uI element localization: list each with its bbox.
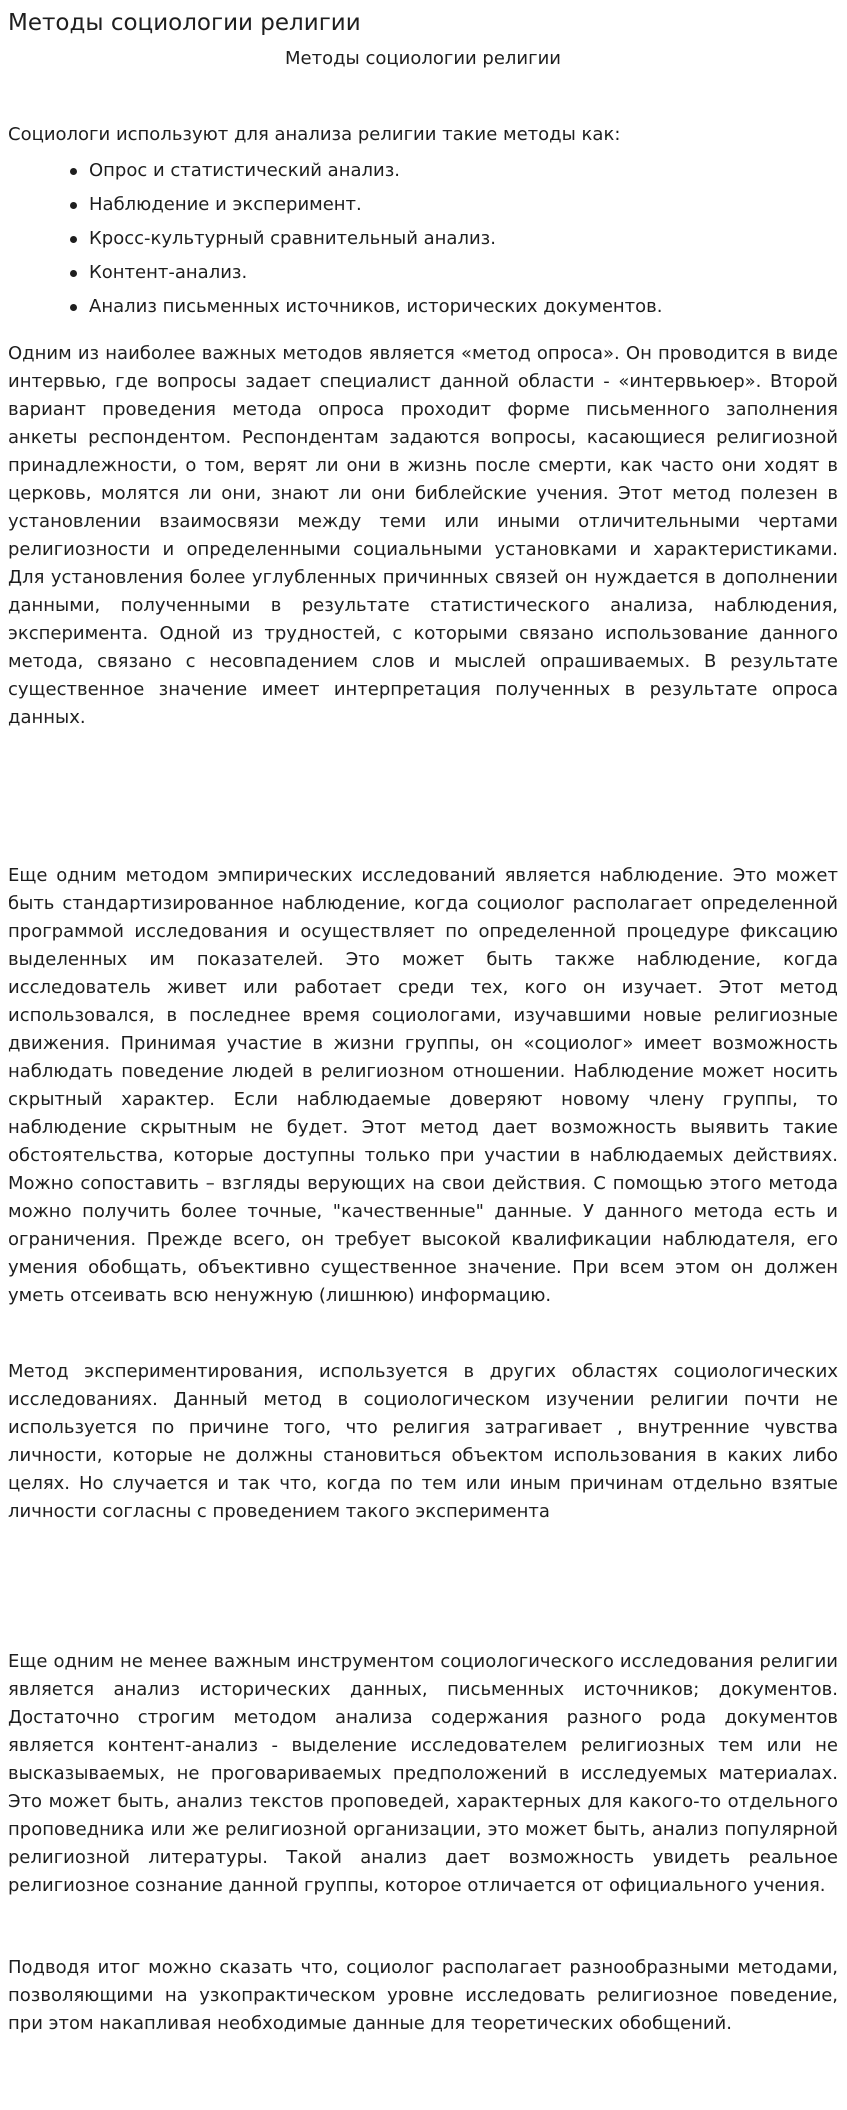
- paragraph-survey-method: Одним из наиболее важных методов является «метод опроса». Он проводится в виде интервью, где вопросы задает специалист данной области - «интервьюер». Второй вариант проведения метода опроса проходит форме письменного заполнения анкеты респондентом. Респондентам задаются вопросы, касающиеся религиозной принадлежности, о том, верят ли они в жизнь после смерти, как часто они ходят в церковь, молятся ли они, знают ли они библейские учения. Этот метод полезен в установлении взаимосвязи между теми или иными отличительными чертами религиозности и определенными социальными установками и характеристиками. Для установления более углубленных причинных связей он нуждается в дополнении данными, полученными в результате статистического анализа, наблюдения, эксперимента. Одной из трудностей, с которыми связано использование данного метода, связано с несовпадением слов и мыслей опрашиваемых. В результате существенное значение имеет интерпретация полученных в результате опроса данных.: [8, 343, 838, 728]
- paragraph-observation-method: Еще одним методом эмпирических исследований является наблюдение. Это может быть стандартизированное наблюдение, когда социолог располагает определенной программой исследования и осуществляет по определенной процедуре фиксацию выделенных им показателей. Это может быть также наблюдение, когда исследователь живет или работает среди тех, кого он изучает. Этот метод использовался, в последнее время социологами, изучавшими новые религиозные движения. Принимая участие в жизни группы, он «социолог» имеет возможность наблюдать поведение людей в религиозном отношении. Наблюдение может носить скрытный характер. Если наблюдаемые доверяют новому члену группы, то наблюдение скрытным не будет. Этот метод дает возможность выявить такие обстоятельства, которые доступны только при участии в наблюдаемых действиях. Можно сопоставить – взгляды верующих на свои действия. С помощью этого метода можно получить более точные, "качественные" данные. У данного метода есть и ограничения. Прежде всего, он требует высокой квалификации наблюдателя, его умения обобщать, объективно существенное значение. При всем этом он должен уметь отсеивать всю ненужную (лишнюю) информацию.: [8, 865, 838, 1306]
- list-item-text: Наблюдение и эксперимент.: [89, 194, 362, 215]
- paragraph-experiment-method: Метод экспериментирования, используется в других областях социологических исследованиях. Данный метод в социологическом изучении религии почти не используется по причине того, что религия затрагивает , внутренние чувства личности, которые не должны становиться объектом использования в каких либо целях. Но случается и так что, когда по тем или иным причинам отдельно взятые личности согласны с проведением такого эксперимента: [8, 1361, 838, 1522]
- document-title: Методы социологии религии: [8, 10, 361, 36]
- list-item: [8, 260, 838, 294]
- list-item: [8, 158, 838, 192]
- list-item-text: Анализ письменных источников, исторических документов.: [89, 296, 663, 317]
- bullet-icon: [70, 304, 77, 311]
- bullet-icon: [70, 202, 77, 209]
- list-item-text: Кросс-культурный сравнительный анализ.: [89, 228, 496, 249]
- document-subtitle: Методы социологии религии: [284, 48, 561, 69]
- bullet-icon: [70, 270, 77, 277]
- paragraph-document-analysis: Еще одним не менее важным инструментом социологического исследования религии является анализ исторических данных, письменных источников; документов. Достаточно строгим методом анализа содержания разного рода документов является контент-анализ - выделение исследователем религиозных тем или не высказываемых, не проговариваемых предположений в исследуемых материалах. Это может быть, анализ текстов проповедей, характерных для какого-то отдельного проповедника или же религиозной организации, это может быть, анализ популярной религиозной литературы. Такой анализ дает возможность увидеть реальное религиозное сознание данной группы, которое отличается от официального учения.: [8, 1651, 838, 1896]
- list-item: [8, 226, 838, 260]
- list-item-text: Опрос и статистический анализ.: [89, 160, 401, 181]
- paragraph-conclusion: Подводя итог можно сказать что, социолог располагает разнообразными методами, позволяющими на узкопрактическом уровне исследовать религиозное поведение, при этом накапливая необходимые данные для теоретических обобщений.: [8, 1957, 838, 2034]
- bullet-icon: [70, 168, 77, 175]
- bullet-icon: [70, 236, 77, 243]
- list-item-text: Контент-анализ.: [89, 262, 248, 283]
- list-item: [8, 192, 838, 226]
- intro-text: Социологи используют для анализа религии такие методы как:: [8, 124, 621, 145]
- methods-list: [8, 158, 838, 328]
- list-item: [8, 294, 838, 328]
